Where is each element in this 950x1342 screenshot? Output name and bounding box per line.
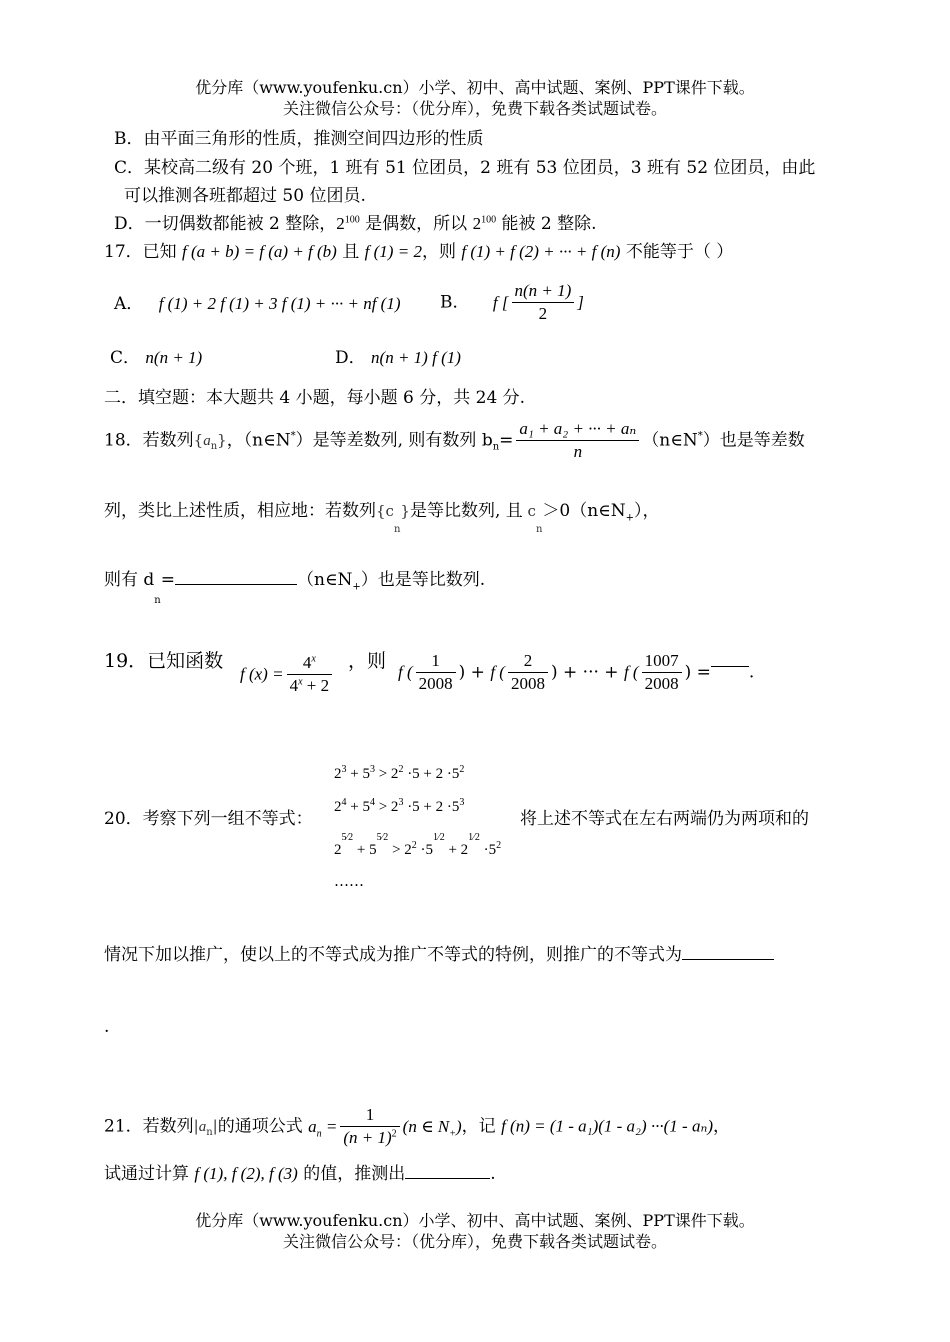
q20-line2 <box>104 943 774 967</box>
q19-term1 <box>416 650 456 695</box>
q16-option-d <box>114 212 597 236</box>
q19-term1-denominator: 2008 <box>418 674 453 693</box>
q21-mid: 的通项公式 <box>217 1116 303 1137</box>
q21-values: f (1), f (2), f (3) <box>194 1164 298 1183</box>
q18-cn: $c_n$ <box>522 502 543 535</box>
q18-line2-text-c: ＞0（n∈N <box>542 501 626 521</box>
q19-function <box>240 652 335 697</box>
q19-fx-fraction: $\frac{4^x}{4^x + 2}$ <box>287 652 333 697</box>
q17-option-a-expr: f (1) + 2 f (1) + 3 f (1) + ··· + nf (1) <box>158 294 401 313</box>
power-2-100-a: $2^{100}$ <box>336 214 360 233</box>
q17-option-b-denominator: 2 <box>538 304 548 323</box>
page-footer-line2: 关注微信公众号：（优分库），免费下载各类试题试卷。 <box>282 1232 667 1251</box>
q19-term2-denominator: 2008 <box>510 674 545 693</box>
q21-line2-text-a: 试通过计算 <box>104 1164 189 1184</box>
q17-option-b: B． f [ $\frac{n(n + 1)}{2}$ ] <box>440 281 584 323</box>
q21-domain: (n ∈ $N_+$) <box>402 1116 462 1139</box>
q20-ellipsis: …… <box>334 872 364 890</box>
q18-line2-text: 列，类比上述性质，相应地：若数列 <box>104 501 376 521</box>
q16-option-c-line1: C．某校高二级有 20 个班，1 班有 51 位团员，2 班有 53 位团员，3 班有 52 位团员，由此 <box>114 158 816 178</box>
q19-term3-denominator: 2008 <box>644 674 679 693</box>
q19-term1-numerator: 1 <box>416 650 456 673</box>
page-footer-line1: 优分库（www.youfenku.cn）小学、初中、高中试题、案例、PPT课件下载。 <box>195 1211 755 1230</box>
q18-line2-text-b: 是等比数列, 且 <box>409 501 523 521</box>
q19-term2 <box>508 650 548 695</box>
q18-lead: 18．若数列 <box>104 430 194 451</box>
q19-fx-denominator: 4 <box>289 676 299 695</box>
q20-line2-text: 情况下加以推广，使以上的不等式成为推广不等式的特例，则推广的不等式为 <box>104 945 682 965</box>
q19-fx: f (x) = <box>240 664 284 684</box>
q17-then: ，则 <box>421 242 456 262</box>
q17-option-a-label: A． <box>114 294 144 314</box>
section-2-title: 二．填空题：本大题共 4 小题，每小题 6 分，共 24 分. <box>104 388 526 408</box>
q20-ineq-1: $2^3 + 5^3 > 2^2 \cdot 5 + 2 \cdot 5^2$ <box>334 764 465 782</box>
q18-seq-an: $\{a_n\}$ <box>193 431 227 452</box>
q21-fraction-denominator: $(n + 1)^2$ <box>343 1128 397 1147</box>
q16-option-d-text-a: D．一切偶数都能被 2 整除， <box>114 214 337 234</box>
q21-note: ，记 <box>461 1116 496 1137</box>
q21-line2-text-c: 的值，推测出 <box>303 1164 406 1184</box>
q19-eq: = <box>696 662 711 683</box>
q18-line3-text-c: （n∈N <box>297 570 353 590</box>
page-header-line1: 优分库（www.youfenku.cn）小学、初中、高中试题、案例、PPT课件下载。 <box>195 78 755 97</box>
q19-dots: + ··· + <box>563 662 619 683</box>
q18-eq: = <box>499 430 514 451</box>
q17-stem <box>104 240 733 264</box>
q18-line2-text-d: ）， <box>634 501 660 521</box>
q20-answer-blank[interactable] <box>682 959 774 960</box>
q20-period: . <box>104 1017 110 1037</box>
q17-condition: f (a + b) = f (a) + f (b) <box>182 242 337 261</box>
q20-ineq-2: $2^4 + 5^4 > 2^3 \cdot 5 + 2 \cdot 5^3$ <box>334 797 465 815</box>
power-2-100-b: $2^{100}$ <box>472 214 497 233</box>
q18-fraction-denominator: n <box>573 442 583 461</box>
q19-term3 <box>642 650 682 695</box>
q18-line2: 列，类比上述性质，相应地：若数列$\{c_n\}$是等比数列, 且 $c_n>0(n\in N_+)$， <box>104 501 660 535</box>
q21-line2 <box>104 1162 496 1186</box>
q17-option-c <box>110 346 202 370</box>
q21-fn: f (n) = (1 - a₁)(1 - a₂) ···(1 - aₙ) <box>501 1116 714 1136</box>
q17-and: 且 <box>342 242 360 262</box>
q17-option-b-label: B． <box>440 292 470 313</box>
q17-option-c-expr: n(n + 1) <box>145 348 203 367</box>
q16-option-b: B．由平面三角形的性质，推测空间四边形的性质 <box>114 129 484 149</box>
q17-f1: f (1) = 2 <box>364 242 422 261</box>
q21-lead: 21．若数列 <box>104 1116 194 1137</box>
q18-line3-text-a: 则有 d <box>104 570 155 590</box>
q18-answer-blank[interactable] <box>175 584 297 585</box>
q17-option-a <box>114 292 401 316</box>
q17-option-d <box>335 346 461 370</box>
q18-fraction <box>516 418 639 463</box>
q17-option-b-numerator: n(n + 1) <box>512 280 575 303</box>
q19-fx-numerator: 4 <box>302 653 312 672</box>
q19-term3-numerator: 1007 <box>642 650 682 673</box>
q19-answer-blank[interactable] <box>711 666 749 667</box>
q16-option-d-text-b: 是偶数，所以 <box>365 214 468 234</box>
q18-text-e: （n∈N <box>642 430 698 451</box>
q18-seq-cn: $\{c_n\}$ <box>376 502 410 535</box>
q20-lead: 20．考察下列一组不等式： <box>104 809 313 829</box>
q19-term2-numerator: 2 <box>508 650 548 673</box>
q19-fx-denominator-tail: + 2 <box>306 676 330 695</box>
q21-line1: 21．若数列$|a_n|$的通项公式 $a_n$ = $\frac{1}{(n + 1)^2}$ (n ∈ $N_+$)，记 f (n) = (1 - a₁)(1 - a₂) ···(1 - aₙ)， <box>104 1105 731 1147</box>
q21-seq-an: $|a_n|$ <box>193 1117 218 1138</box>
q21-period: . <box>490 1164 496 1184</box>
q17-option-d-expr: n(n + 1) f (1) <box>371 348 461 367</box>
q19-then: ，则 <box>348 650 387 672</box>
q17-number: 17．已知 <box>104 242 177 262</box>
q19-lead: 19．已知函数 <box>104 650 224 672</box>
q21-fraction-numerator: 1 <box>340 1104 399 1127</box>
q18-line1: 18．若数列$\{a_n\}$，（n∈N*）是等差数列, 则有数列 $b_n=$ $\frac{\text{a₁ + a₂ + ··· + aₙ}}{n}$ （n∈N*）也是等差数 <box>104 419 805 461</box>
q18-line3-eq: = <box>160 570 175 590</box>
q17-option-d-label: D． <box>335 348 366 368</box>
q17-ask: 不能等于（ ） <box>625 242 734 262</box>
q18-line3-text-d: ）也是等比数列. <box>360 570 486 590</box>
q18-text-f: ）也是等差数 <box>702 430 805 451</box>
q16-option-d-text-c: 能被 2 整除. <box>501 214 597 234</box>
q16-option-c-line2: 可以推测各班都超过 50 位团员. <box>124 186 366 206</box>
q18-text-c: ）是等差数列, 则有数列 b <box>295 430 493 451</box>
q18-line3: 则有 $d_n=$ $(n\in N_+)$也是等比数列. <box>104 570 486 607</box>
q21-comma: ， <box>713 1116 731 1137</box>
q17-sum: f (1) + f (2) + ··· + f (n) <box>461 242 621 261</box>
q17-option-b-fraction <box>512 280 575 325</box>
q18-text-b: ，（n∈N <box>226 430 291 451</box>
q18-fraction-numerator: a₁ + a₂ + ··· + aₙ <box>516 418 639 441</box>
page-header-line2: 关注微信公众号：（优分库），免费下载各类试题试卷。 <box>282 99 667 118</box>
q17-option-c-label: C． <box>110 348 141 368</box>
q21-fraction <box>340 1104 399 1149</box>
q20-ineq-3: $2^{5⁄2} + 5^{5⁄2} > 2^2 \cdot 5^{1⁄2} + 2^{1⁄2} \cdot 5^2$ <box>334 832 502 858</box>
q21-answer-blank[interactable] <box>405 1178 490 1179</box>
q19-sum: f ( $\frac{1}{2008}$ ) + f ( $\frac{2}{2008}$ ) + ··· + f ( $\frac{1007}{2008}$ ) = . <box>398 651 755 693</box>
q20-tail: 将上述不等式在左右两端仍为两项和的 <box>520 809 809 829</box>
